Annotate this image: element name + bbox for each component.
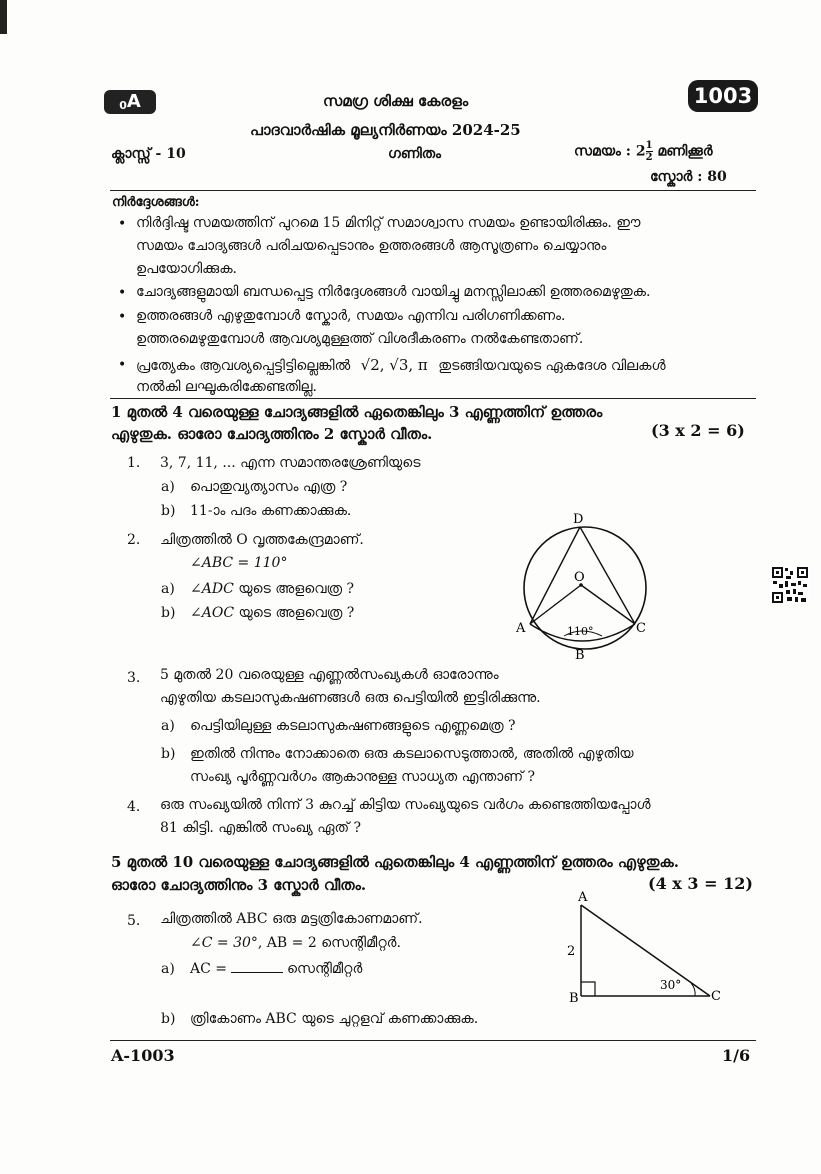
q2-given: ∠ABC = 110° bbox=[190, 555, 288, 571]
exam-title: പാദവാർഷിക മൂല്യനിർണയം 2024-25 bbox=[250, 121, 521, 139]
paper-code-badge: 1003 bbox=[688, 80, 758, 112]
q2-a-text: ∠ADC യുടെ അളവെത്ര ? bbox=[190, 581, 355, 597]
bullet-icon: • bbox=[118, 357, 127, 373]
q2-text: ചിത്രത്തിൽ O വൃത്തകേന്ദ്രമാണ്. bbox=[160, 532, 364, 548]
time-fraction: $\frac{1}{2}$ bbox=[645, 140, 653, 163]
q1-a-text: പൊതുവ്യത്യാസം എത്ര ? bbox=[190, 479, 348, 495]
instruction-1-line-3: ഉപയോഗിക്കുക. bbox=[136, 261, 237, 277]
q5-a-label: a) bbox=[161, 961, 175, 977]
surd-symbols: √2, √3, π bbox=[360, 356, 428, 374]
q1-b-label: b) bbox=[161, 503, 176, 519]
q3-a-text: പെട്ടിയിലുള്ള കടലാസുകഷണങ്ങളുടെ എണ്ണമെത്ര ? bbox=[190, 718, 516, 734]
bullet-icon: • bbox=[118, 285, 127, 301]
footer-code: A-1003 bbox=[111, 1046, 175, 1065]
q3-b-label: b) bbox=[161, 746, 176, 762]
section-1-line-2: എഴുതുക. ഓരോ ചോദ്യത്തിനും 2 സ്കോർ വീതം. bbox=[111, 425, 433, 443]
bullet-icon: • bbox=[118, 309, 127, 325]
form-badge: 0A bbox=[104, 90, 156, 114]
q5-given: ∠C = 30°, AB = 2 സെന്റിമീറ്റർ. bbox=[190, 935, 401, 951]
bullet-icon: • bbox=[118, 216, 127, 232]
header-divider bbox=[110, 190, 756, 191]
answer-blank bbox=[231, 972, 283, 973]
section-2-line-1: 5 മുതൽ 10 വരെയുള്ള ചോദ്യങ്ങളിൽ ഏതെങ്കിലും 4 എണ്ണത്തിന് ഉത്തരം എഴുതുക. bbox=[111, 853, 679, 871]
section-1-line-1: 1 മുതൽ 4 വരെയുള്ള ചോദ്യങ്ങളിൽ ഏതെങ്കിലും 3 എണ്ണത്തിന് ഉത്തരം bbox=[111, 403, 603, 421]
time-whole: 2 bbox=[635, 143, 646, 160]
q5-side-label: 2 bbox=[567, 944, 576, 959]
q3-a-label: a) bbox=[161, 718, 175, 734]
class-label: ക്ലാസ്സ് - 10 bbox=[111, 146, 186, 162]
q1-text: 3, 7, 11, ... എന്ന സമാന്തരശ്രേണിയുടെ bbox=[160, 455, 421, 471]
footer-divider bbox=[110, 1040, 756, 1041]
q1-b-text: 11-ാം പദം കണക്കാക്കുക. bbox=[190, 503, 352, 519]
q5-b-label: b) bbox=[161, 1011, 176, 1027]
section-2-line-2: ഓരോ ചോദ്യത്തിനും 3 സ്കോർ വീതം. bbox=[111, 876, 367, 894]
instruction-1-line-2: സമയം ചോദ്യങ്ങൾ പരിചയപ്പെടാനും ഉത്തരങ്ങൾ ആസൂത്രണം ചെയ്യാനും bbox=[136, 238, 607, 254]
q2-label-a: A bbox=[516, 621, 526, 636]
instruction-2: ചോദ്യങ്ങളുമായി ബന്ധപ്പെട്ട നിർദ്ദേശങ്ങൾ വായിച്ചു മനസ്സിലാക്കി ഉത്തരമെഴുതുക. bbox=[136, 284, 651, 300]
q5-triangle-figure bbox=[560, 888, 760, 1016]
q5-b-text: ത്രികോണം ABC യുടെ ചുറ്റളവ് കണക്കാക്കുക. bbox=[190, 1011, 479, 1027]
q5-number: 5. bbox=[127, 913, 141, 929]
qr-code-icon bbox=[771, 566, 809, 604]
q4-line-2: 81 കിട്ടി. എങ്കിൽ സംഖ്യ ഏത് ? bbox=[160, 820, 362, 836]
instruction-4-line-2: നൽകി ലഘൂകരിക്കേണ്ടതില്ല. bbox=[136, 379, 317, 395]
q2-number: 2. bbox=[127, 532, 141, 548]
q5-label-c: C bbox=[711, 989, 721, 1004]
q4-line-1: ഒരു സംഖ്യയിൽ നിന്ന് 3 കുറച്ച് കിട്ടിയ സംഖ്യയുടെ വർഗം കണ്ടെത്തിയപ്പോൾ bbox=[160, 797, 651, 813]
instructions-divider bbox=[110, 398, 756, 399]
q5-label-b: B bbox=[569, 991, 579, 1006]
q1-a-label: a) bbox=[161, 479, 175, 495]
q5-a-text: AC = സെന്റിമീറ്റർ bbox=[190, 961, 363, 977]
instruction-3-line-2: ഉത്തരമെഴുതുമ്പോൾ ആവശ്യമുള്ളത്ത് വിശദീകരണം നൽകേണ്ടതാണ്. bbox=[136, 331, 584, 347]
time-info: സമയം : 2 $\frac{1}{2}$ മണിക്കൂർ bbox=[574, 140, 713, 163]
q2-a-label: a) bbox=[161, 581, 175, 597]
scan-edge-mark bbox=[0, 0, 7, 34]
q5-angle-label: 30° bbox=[660, 978, 682, 992]
q2-label-o: O bbox=[574, 570, 585, 585]
instruction-1-line-1: നിർദ്ദിഷ്ട സമയത്തിന് പുറമെ 15 മിനിറ്റ് സമാശ്വാസ സമയം ഉണ്ടായിരിക്കും. ഈ bbox=[136, 215, 641, 231]
q2-label-c: C bbox=[636, 621, 646, 636]
instruction-3-line-1: ഉത്തരങ്ങൾ എഴുതുമ്പോൾ സ്കോർ, സമയം എന്നിവ പരിഗണിക്കണം. bbox=[136, 308, 566, 324]
q2-b-label: b) bbox=[161, 605, 176, 621]
q2-angle-label: 110° bbox=[567, 625, 594, 638]
section-2-marks: (4 x 3 = 12) bbox=[648, 874, 753, 893]
q2-label-b: B bbox=[575, 648, 585, 663]
q2-label-d: D bbox=[573, 512, 584, 527]
page-number: 1/6 bbox=[722, 1046, 751, 1065]
instructions-heading: നിർദ്ദേശങ്ങൾ: bbox=[112, 195, 200, 210]
q2-circle-figure bbox=[512, 508, 662, 663]
total-score: സ്കോർ : 80 bbox=[650, 169, 727, 185]
instruction-4-line-1: പ്രത്യേകം ആവശ്യപ്പെട്ടിട്ടില്ലെങ്കിൽ √2, √3, π തുടങ്ങിയവയുടെ ഏകദേശ വിലകൾ bbox=[136, 356, 666, 374]
q3-line-2: എഴുതിയ കടലാസുകഷണങ്ങൾ ഒരു പെട്ടിയിൽ ഇട്ടിരിക്കുന്നു. bbox=[160, 690, 541, 706]
q5-text: ചിത്രത്തിൽ ABC ഒരു മട്ടത്രികോണമാണ്. bbox=[160, 911, 423, 927]
org-title: സമഗ്ര ശിക്ഷ കേരളം bbox=[323, 92, 469, 110]
q3-b-line-1: ഇതിൽ നിന്നും നോക്കാതെ ഒരു കടലാസെടുത്താൽ, അതിൽ എഴുതിയ bbox=[190, 746, 634, 762]
q5-label-a: A bbox=[578, 890, 588, 905]
q2-b-text: ∠AOC യുടെ അളവെത്ര ? bbox=[190, 605, 355, 621]
q3-b-line-2: സംഖ്യ പൂർണ്ണവർഗം ആകാനുള്ള സാധ്യത എന്താണ് ? bbox=[190, 769, 536, 785]
q3-line-1: 5 മുതൽ 20 വരെയുള്ള എണ്ണൽസംഖ്യകൾ ഓരോന്നും bbox=[160, 667, 499, 683]
q3-number: 3. bbox=[127, 670, 141, 686]
q1-number: 1. bbox=[127, 455, 141, 471]
q4-number: 4. bbox=[127, 799, 141, 815]
section-1-marks: (3 x 2 = 6) bbox=[651, 421, 745, 440]
subject-label: ഗണിതം bbox=[388, 146, 442, 162]
